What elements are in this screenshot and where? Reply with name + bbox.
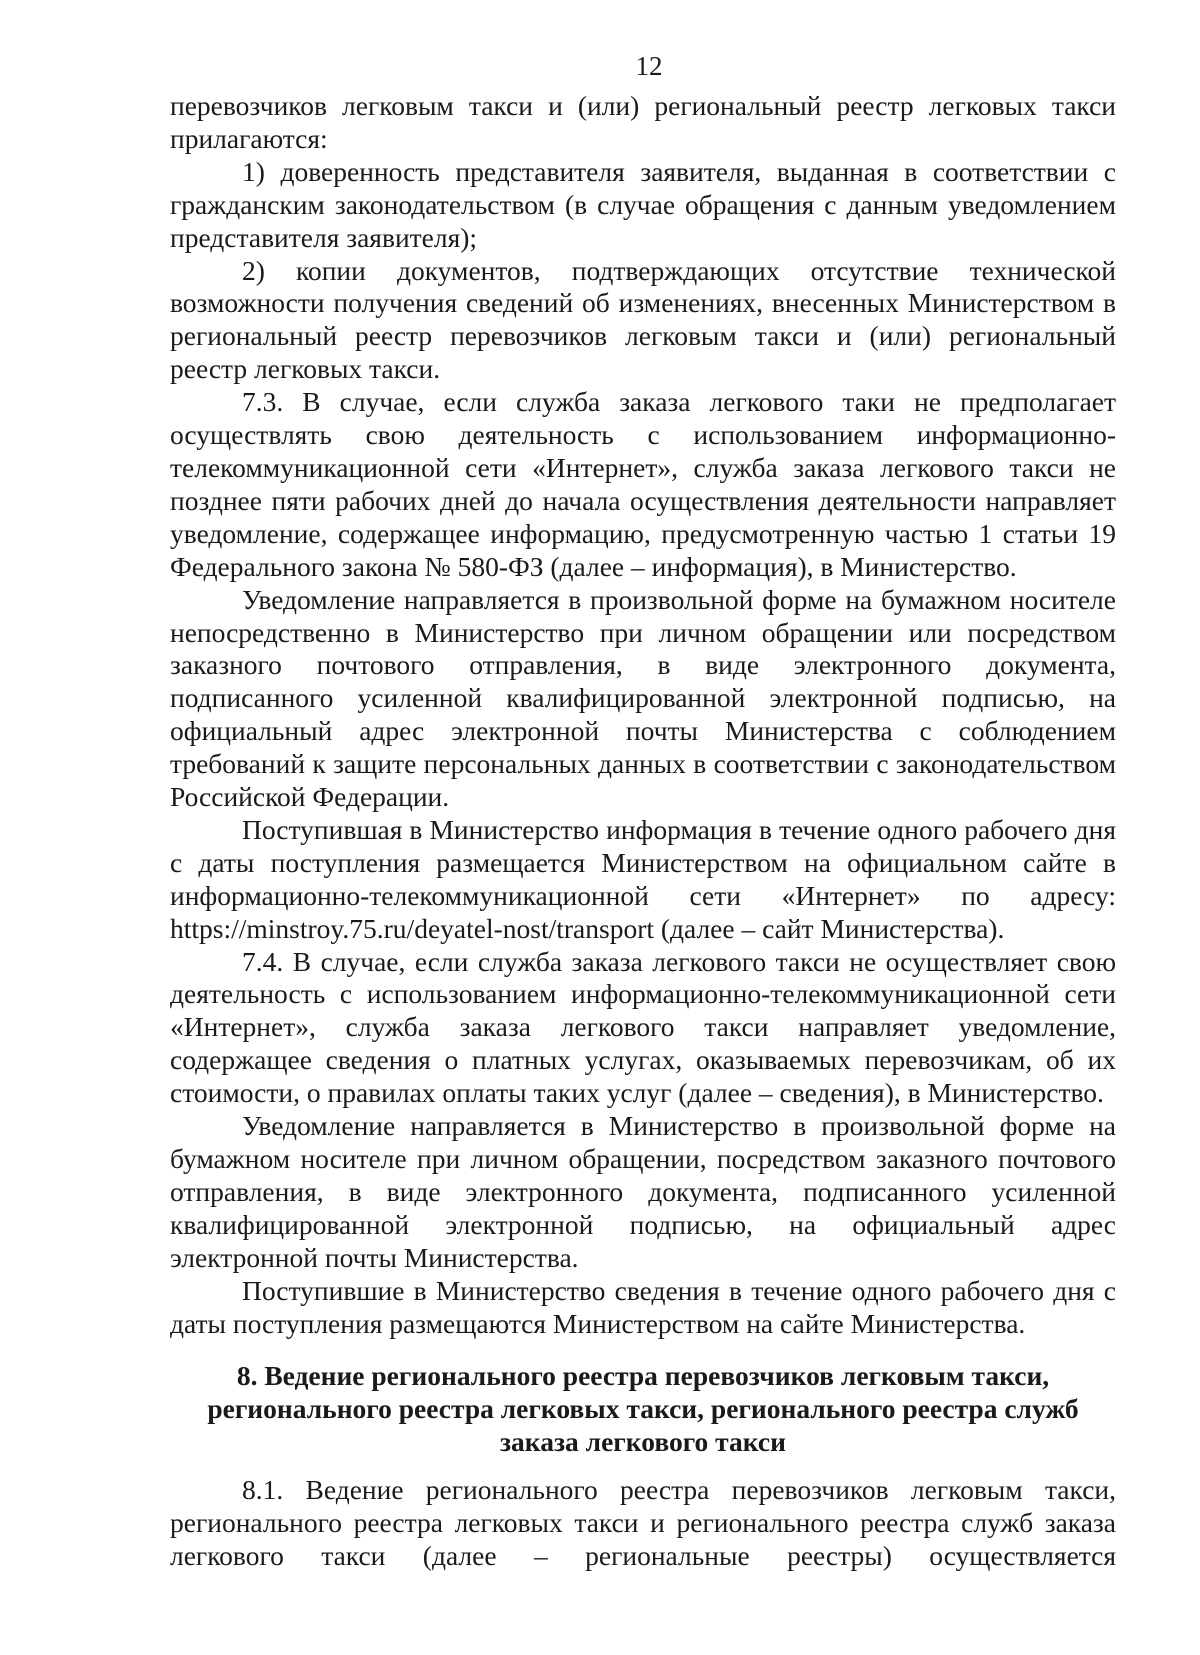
paragraph: перевозчиков легковым такси и (или) региональный реестр легковых такси прилагаются: [170,90,1116,154]
document-body [170,90,1116,1573]
paragraph: Поступившая в Министерство информация в течение одного рабочего дня с даты поступления размещается Министерством на официальном сайте в информационно-телекоммуникационной сети «Интернет» по адресу: https://minstroy.75.ru/deyatel-nost/transport (далее – сайт Министерства). [170,813,1116,944]
paragraph: 7.3. В случае, если служба заказа легкового таки не предполагает осуществлять свою деятельность с использованием информационно-телекоммуникационной сети «Интернет», служба заказа легкового такси не позднее пяти рабочих дней до начала осуществления деятельности направляет уведомление, содержащее информацию, предусмотренную частью 1 статьи 19 Федерального закона № 580-ФЗ (далее – информация), в Министерство. [170,386,1116,582]
paragraph: 7.4. В случае, если служба заказа легкового такси не осуществляет свою деятельность с использованием информационно-телекоммуникационной сети «Интернет», служба заказа легкового такси направляет уведомление, содержащее сведения о платных услугах, оказываемых перевозчикам, об их стоимости, о правилах оплаты таких услуг (далее – сведения), в Министерство. [170,945,1116,1109]
paragraph: 8.1. Ведение регионального реестра перевозчиков легковым такси, регионального реестра легковых такси и регионального реестра служб заказа легкового такси (далее – региональные реестры) осуществляется [170,1474,1116,1572]
paragraph: 1) доверенность представителя заявителя, выданная в соответствии с гражданским законодательством (в случае обращения с данным уведомлением представителя заявителя); [170,155,1116,253]
paragraph: Уведомление направляется в Министерство в произвольной форме на бумажном носителе при личном обращении, посредством заказного почтового отправления, в виде электронного документа, подписанного усиленной квалифицированной электронной подписью, на официальный адрес электронной почты Министерства. [170,1110,1116,1273]
paragraph: Поступившие в Министерство сведения в течение одного рабочего дня с даты поступления размещаются Министерством на сайте Министерства. [170,1274,1116,1339]
paragraph: 2) копии документов, подтверждающих отсутствие технической возможности получения сведений об изменениях, внесенных Министерством в региональный реестр перевозчиков легковым такси и (или) региональный реестр легковых такси. [170,254,1116,385]
page-number: 12 [635,51,663,81]
paragraph: Уведомление направляется в произвольной форме на бумажном носителе непосредственно в Министерство при личном обращении или посредством заказного почтового отправления, в виде электронного документа, подписанного усиленной квалифицированной электронной подписью, на официальный адрес электронной почты Министерства с соблюдением требований к защите персональных данных в соответствии с законодательством Российской Федерации. [170,583,1116,813]
section-heading: 8. Ведение регионального реестра перевозчиков легковым такси, регионального реестра легковых такси, регионального реестра служб заказа легкового такси [207,1360,1079,1457]
